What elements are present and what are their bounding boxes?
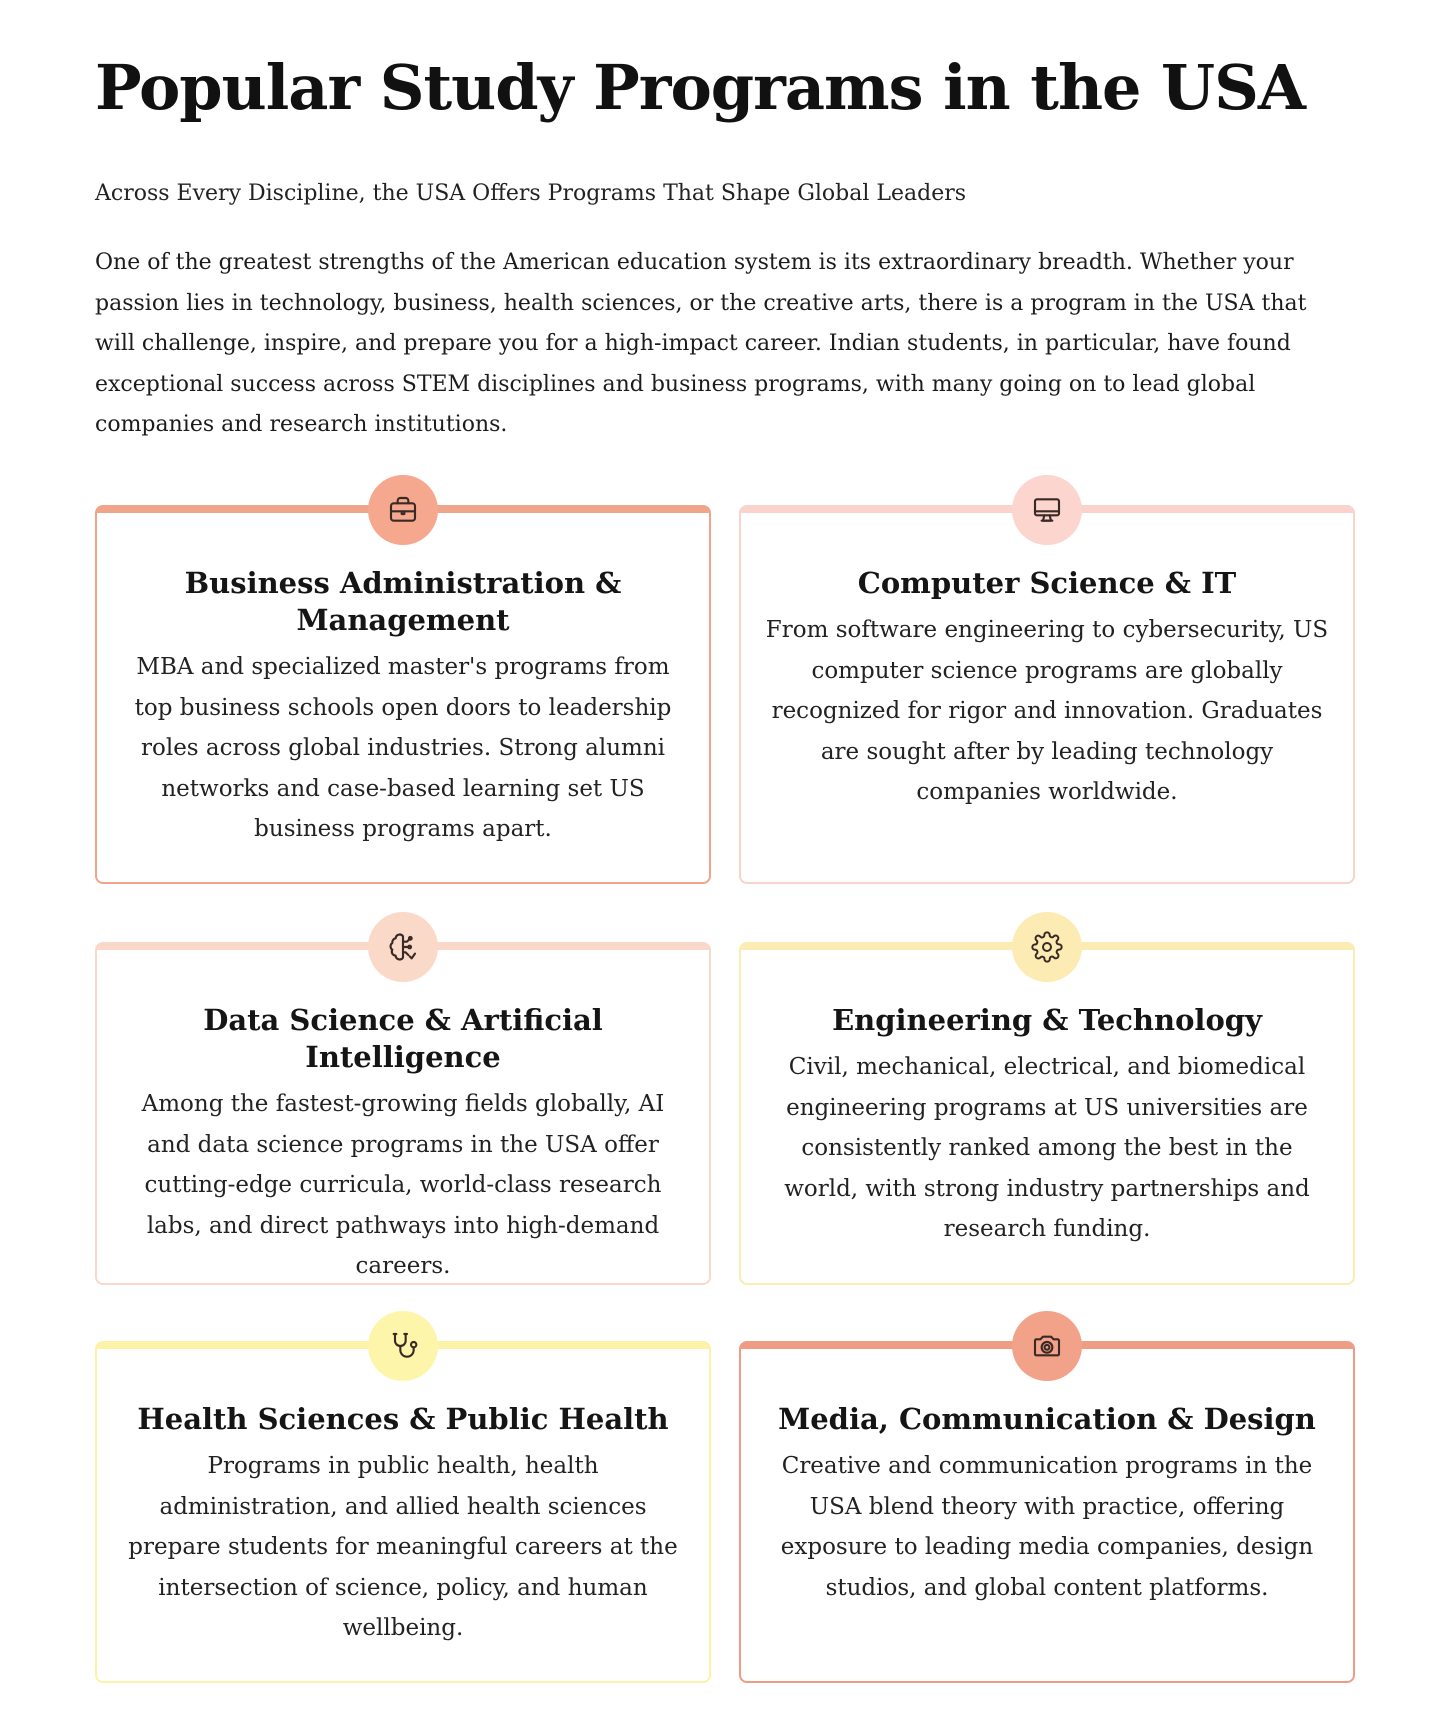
stethoscope-icon xyxy=(368,1311,438,1381)
program-description: Programs in public health, health administration, and allied health sciences prepare students for meaningful careers at the intersection of science, policy, and human wellbeing. xyxy=(128,1453,678,1641)
program-title: Data Science & Artificial Intelligence xyxy=(203,1003,603,1074)
program-description: MBA and specialized master's programs from top business schools open doors to leadership roles across global industries. Strong alumni networks and case-based learning set US business programs apart. xyxy=(134,654,672,842)
brain-circuit-icon xyxy=(368,912,438,982)
program-title: Business Administration & Management xyxy=(184,566,622,637)
program-description: Among the fastest-growing fields globally, AI and data science programs in the USA offer cutting-edge curricula, world-class research labs, and direct pathways into high-demand careers. xyxy=(141,1091,665,1279)
program-title: Computer Science & IT xyxy=(857,566,1237,600)
gear-icon xyxy=(1012,912,1082,982)
monitor-icon xyxy=(1012,475,1082,545)
program-card-business xyxy=(95,505,711,884)
page-title: Popular Study Programs in the USA xyxy=(95,51,1305,124)
program-description: Civil, mechanical, electrical, and biomedical engineering programs at US universities are consistently ranked among the best in the world, with strong industry partnerships and research funding. xyxy=(784,1054,1310,1242)
page-subtitle: Across Every Discipline, the USA Offers Programs That Shape Global Leaders xyxy=(95,181,967,206)
intro-paragraph: One of the greatest strengths of the American education system is its extraordinary breadth. Whether your passion lies in technology, business, health sciences, or the creative arts, there is a program in the USA that will challenge, inspire, and prepare you for a high-impact career. Indian students, in particular, have found exceptional success across STEM disciplines and business programs, with many going on to lead global companies and research institutions. xyxy=(95,250,1307,437)
program-card-engineering xyxy=(739,942,1355,1285)
program-card-computer-science xyxy=(739,505,1355,884)
program-description: From software engineering to cybersecurity, US computer science programs are globally recognized for rigor and innovation. Graduates are sought after by leading technology companies worldwide. xyxy=(765,617,1329,805)
program-card-health-sciences xyxy=(95,1341,711,1683)
program-card-data-science xyxy=(95,942,711,1285)
program-description: Creative and communication programs in the USA blend theory with practice, offering exposure to leading media companies, design studios, and global content platforms. xyxy=(780,1453,1314,1601)
camera-icon xyxy=(1012,1311,1082,1381)
program-title: Health Sciences & Public Health xyxy=(137,1402,669,1436)
program-title: Engineering & Technology xyxy=(832,1003,1262,1037)
program-card-media xyxy=(739,1341,1355,1683)
program-title: Media, Communication & Design xyxy=(778,1402,1316,1436)
briefcase-icon xyxy=(368,475,438,545)
